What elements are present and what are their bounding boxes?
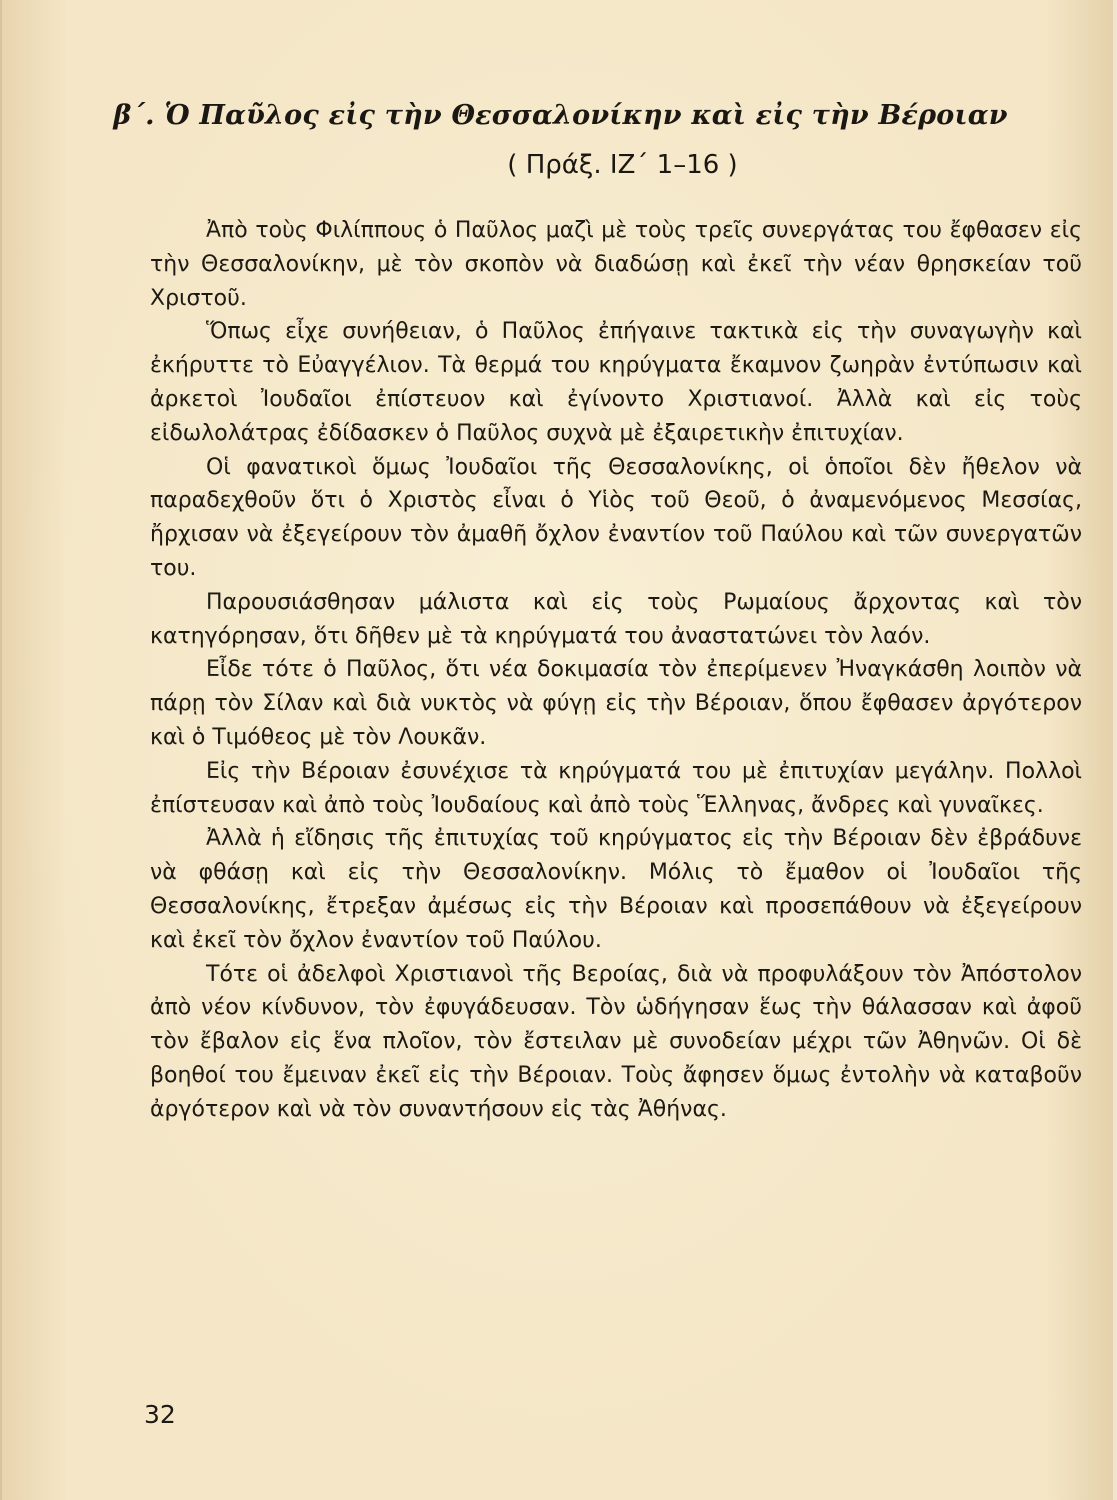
paragraph-1: Ἀπὸ τοὺς Φιλίππους ὁ Παῦλος μαζὶ μὲ τοὺς τρεῖς συνεργάτας του ἔφθασεν εἰς τὴν Θεσσαλονίκην, μὲ τὸν σκοπὸν νὰ διαδώσῃ καὶ ἐκεῖ τὴν νέαν θρησκείαν τοῦ Χριστοῦ. — [150, 218, 1082, 311]
paragraph-6: Εἰς τὴν Βέροιαν ἐσυνέχισε τὰ κηρύγματά του μὲ ἐπιτυχίαν μεγάλην. Πολλοὶ ἐπίστευσαν καὶ ἀπὸ τοὺς Ἰουδαίους καὶ ἀπὸ τοὺς Ἕλληνας, ἄνδρες καὶ γυναῖκες. — [150, 758, 1082, 818]
page-body — [150, 214, 1082, 1127]
paragraph-2: Ὅπως εἶχε συνήθειαν, ὁ Παῦλος ἐπήγαινε τακτικὰ εἰς τὴν συναγωγὴν καὶ ἐκήρυττε τὸ Εὐαγγέλιον. Τὰ θερμά του κηρύγματα ἔκαμνον ζωηρὰν ἐντύπωσιν καὶ ἀρκετοὶ Ἰουδαῖοι ἐπίστευον καὶ ἐγίνοντο Χριστιανοί. Ἀλλὰ καὶ εἰς τοὺς εἰδωλολάτρας ἐδίδασκεν ὁ Παῦλος συχνὰ μὲ ἐξαιρετικὴν ἐπιτυχίαν. — [150, 319, 1082, 446]
paragraph-3: Οἱ φανατικοὶ ὅμως Ἰουδαῖοι τῆς Θεσσαλονίκης, οἱ ὁποῖοι δὲν ἤθελον νὰ παραδεχθοῦν ὅτι ὁ Χριστὸς εἶναι ὁ Υἱὸς τοῦ Θεοῦ, ὁ ἀναμενόμενος Μεσσίας, ἤρχισαν νὰ ἐξεγείρουν τὸν ἀμαθῆ ὄχλον ἐναντίον τοῦ Παύλου καὶ τῶν συνεργατῶν του. — [150, 454, 1082, 581]
paragraph-4: Παρουσιάσθησαν μάλιστα καὶ εἰς τοὺς Ρωμαίους ἄρχοντας καὶ τὸν κατηγόρησαν, ὅτι δῆθεν μὲ τὰ κηρύγματά του ἀναστατώνει τὸν λαόν. — [150, 589, 1082, 649]
page-number: 32 — [144, 1400, 176, 1429]
paragraph-8: Τότε οἱ ἀδελφοὶ Χριστιανοὶ τῆς Βεροίας, διὰ νὰ προφυλάξουν τὸν Ἀπόστολον ἀπὸ νέον κίνδυνον, τὸν ἐφυγάδευσαν. Τὸν ὡδήγησαν ἕως τὴν θάλασσαν καὶ ἀφοῦ τὸν ἔβαλον εἰς ἕνα πλοῖον, τὸν ἔστειλαν μὲ συνοδείαν μέχρι τῶν Ἀθηνῶν. Οἱ δὲ βοηθοί του ἔμειναν ἐκεῖ εἰς τὴν Βέροιαν. Τοὺς ἄφησεν ὅμως ἐντολὴν νὰ καταβοῦν ἀργότερον καὶ νὰ τὸν συναντήσουν εἰς τὰς Ἀθήνας. — [150, 961, 1082, 1122]
paragraph-5: Εἶδε τότε ὁ Παῦλος, ὅτι νέα δοκιμασία τὸν ἐπερίμενεν Ἠναγκάσθη λοιπὸν νὰ πάρῃ τὸν Σίλαν καὶ διὰ νυκτὸς νὰ φύγῃ εἰς τὴν Βέροιαν, ὅπου ἔφθασεν ἀργότερον καὶ ὁ Τιμόθεος μὲ τὸν Λουκᾶν. — [150, 657, 1082, 750]
paragraph-7: Ἀλλὰ ἡ εἴδησις τῆς ἐπιτυχίας τοῦ κηρύγματος εἰς τὴν Βέροιαν δὲν ἐβράδυνε νὰ φθάσῃ καὶ εἰς τὴν Θεσσαλονίκην. Μόλις τὸ ἔμαθον οἱ Ἰουδαῖοι τῆς Θεσσαλονίκης, ἔτρεξαν ἀμέσως εἰς τὴν Βέροιαν καὶ προσεπάθουν νὰ ἐξεγείρουν καὶ ἐκεῖ τὸν ὄχλον ἐναντίον τοῦ Παύλου. — [150, 826, 1082, 953]
scripture-reference: ( Πράξ. ΙΖ΄ 1–16 ) — [507, 150, 738, 180]
chapter-heading: β΄. Ὁ Παῦλος εἰς τὴν Θεσσαλονίκην καὶ εἰς τὴν Βέροιαν — [113, 100, 1008, 131]
